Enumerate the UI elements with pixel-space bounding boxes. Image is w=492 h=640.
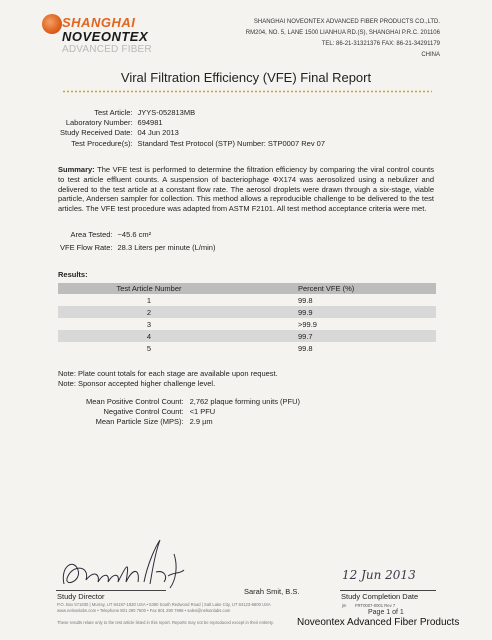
col-percent-vfe: Percent VFE (%) xyxy=(240,283,436,294)
count-label: Mean Particle Size (MPS): xyxy=(95,417,184,426)
col-test-article-number: Test Article Number xyxy=(58,283,240,294)
completion-date-line xyxy=(340,590,436,591)
meta-label: Laboratory Number: xyxy=(65,118,133,128)
count-value: 2.9 µm xyxy=(189,417,213,426)
company-address: RM204, NO. 5, LANE 1500 LIANHUA RD.(S), SHANGHAI P.R.C. 201106 xyxy=(245,30,440,36)
meta-row xyxy=(60,118,325,128)
area-label: Area Tested: xyxy=(70,230,113,239)
vfe-value: 99.7 xyxy=(240,330,436,342)
meta-row xyxy=(60,139,325,149)
test-conditions xyxy=(60,228,215,254)
control-counts xyxy=(86,397,300,427)
vfe-value: 99.9 xyxy=(240,306,436,318)
completion-date-handwritten: 12 Jun 2013 xyxy=(342,568,416,582)
initials: jm xyxy=(342,603,347,608)
results-table xyxy=(58,283,436,354)
page-number: Page 1 of 1 xyxy=(368,609,404,616)
footer-line-2: www.nelsonlabs.com • Telephone 801 290 7500 • Fax 801 290 7998 • sales@nelsonlabs.com xyxy=(57,608,231,613)
dotted-divider xyxy=(62,90,432,93)
meta-row xyxy=(60,108,325,118)
vfe-value: 99.8 xyxy=(298,295,313,305)
meta-label: Test Procedure(s): xyxy=(71,138,133,148)
article-number: 5 xyxy=(146,343,152,353)
count-label: Mean Positive Control Count: xyxy=(86,397,184,406)
report-title: Viral Filtration Efficiency (VFE) Final Report xyxy=(120,70,372,85)
count-value: <1 PFU xyxy=(189,407,216,416)
count-label: Negative Control Count: xyxy=(103,407,184,416)
table-row xyxy=(58,330,436,342)
meta-value: JYYS-052813MB xyxy=(137,108,196,117)
signature-scribble xyxy=(56,536,206,596)
logo-line-2: NOVEONTEX xyxy=(62,29,149,44)
company-logo xyxy=(62,16,152,55)
meta-value: 04 Jun 2013 xyxy=(137,128,179,138)
footer-line-1: P.O. Box 571830 | Murray, UT 84157-1830 USA • 5390 South Redwood Road | Salt Lake City, UT 84123-6600 USA xyxy=(57,602,271,607)
test-article-info xyxy=(60,108,325,149)
meta-label: Study Received Date: xyxy=(60,128,133,138)
brand-watermark: Noveontex Advanced Fiber Products xyxy=(297,617,460,628)
notes-block xyxy=(58,369,278,389)
article-number: 1 xyxy=(146,295,152,305)
article-number: 4 xyxy=(58,330,240,342)
article-number: 3 xyxy=(146,319,152,329)
meta-value: 694981 xyxy=(137,118,163,128)
summary-label: Summary: xyxy=(58,165,95,174)
logo-emblem xyxy=(42,14,62,34)
director-signature-line xyxy=(56,590,166,591)
logo-line-3: ADVANCED FIBER xyxy=(62,44,152,55)
meta-row xyxy=(60,128,325,138)
table-row xyxy=(58,318,436,330)
company-name: SHANGHAI NOVEONTEX ADVANCED FIBER PRODUCTS CO.,LTD. xyxy=(253,19,440,25)
footer-disclaimer: These results relate only to the test article listed in this report. Reports may not be reproduced except in their entirety. xyxy=(57,620,274,625)
vfe-value: 99.8 xyxy=(298,343,313,353)
count-value: 2,762 plaque forming units (PFU) xyxy=(189,397,301,406)
vfe-value: >99.9 xyxy=(298,319,317,329)
logo-line-1: SHANGHAI xyxy=(62,15,136,30)
meta-value: Standard Test Protocol (STP) Number: STP0007 Rev 07 xyxy=(137,138,325,148)
company-phone: TEL: 86-21-31321376 FAX: 86-21-34291179 xyxy=(321,41,440,47)
note-1: Note: Plate count totals for each stage are available upon request. xyxy=(58,369,278,378)
table-row xyxy=(58,306,436,318)
results-header-row xyxy=(58,283,436,294)
company-country: CHINA xyxy=(421,52,440,58)
footer-address xyxy=(57,602,271,614)
study-director-name: Sarah Smit, B.S. xyxy=(244,587,300,596)
company-address-block xyxy=(246,17,440,61)
table-row xyxy=(58,294,436,306)
table-row xyxy=(58,342,436,354)
study-director-label: Study Director xyxy=(57,592,105,601)
area-value: ~45.6 cm² xyxy=(117,230,152,239)
results-heading: Results: xyxy=(58,270,88,279)
article-number: 2 xyxy=(58,306,240,318)
summary-paragraph xyxy=(58,165,434,214)
study-completion-date-label: Study Completion Date xyxy=(341,592,419,601)
meta-label: Test Article: xyxy=(94,108,133,117)
flow-label: VFE Flow Rate: xyxy=(60,243,113,252)
note-2: Note: Sponsor accepted higher challenge level. xyxy=(58,378,216,388)
summary-text: The VFE test is performed to determine the filtration efficiency by comparing the viral control counts to test article effluent counts. A suspension of bacteriophage ΦX174 was aerosolized using a nebulizer and delivered to the test article at a constant flow rate. The aerosol droplets were drawn through a six-stage, viable particle, Andersen sampler for collection. This method allows a reproducible challenge to be delivered to the test articles. The VFE test procedure was adapted from ASTM F2101. All test method acceptance criteria were met. xyxy=(58,165,434,214)
flow-value: 28.3 Liters per minute (L/min) xyxy=(117,243,216,252)
form-reference: FRT0007-0001 Rev 7 xyxy=(355,603,396,608)
